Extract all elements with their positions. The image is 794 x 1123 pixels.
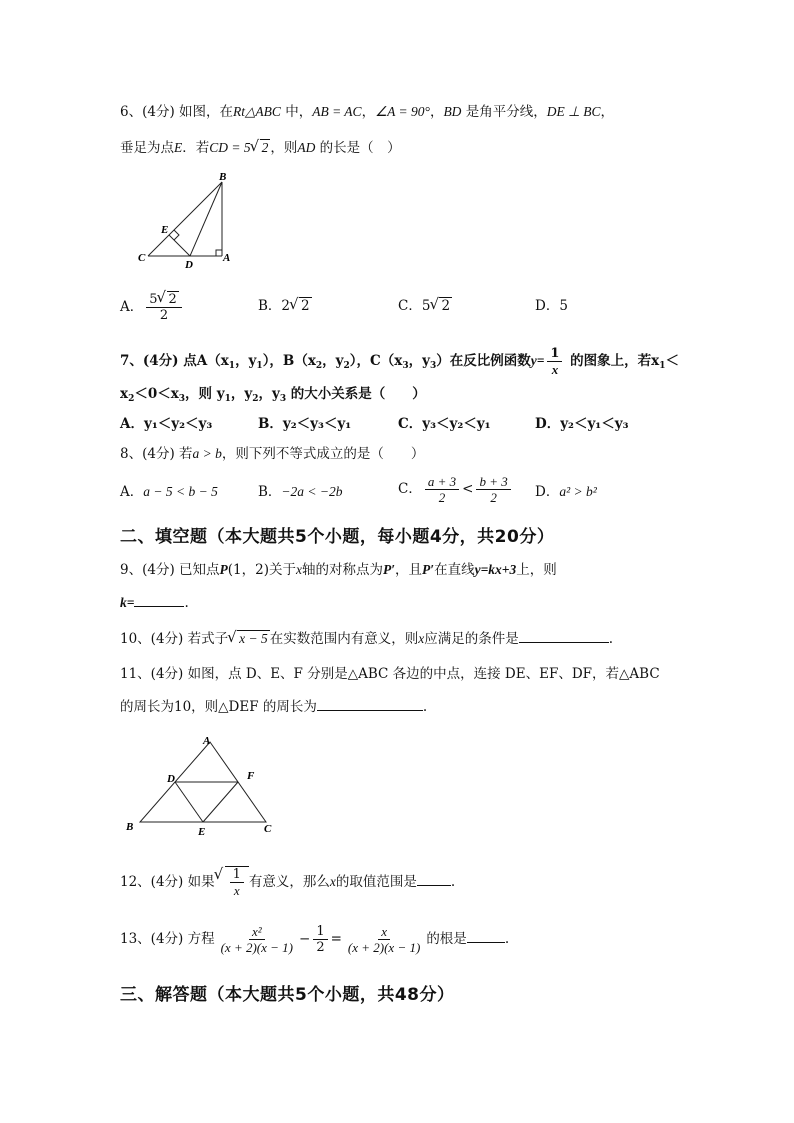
q6-label-d: D bbox=[185, 259, 193, 268]
q7-option-a[interactable]: A．y₁＜y₂＜y₃ bbox=[120, 416, 213, 432]
q11-label-d: D bbox=[167, 773, 175, 785]
q11-figure bbox=[118, 732, 288, 842]
q6-option-b[interactable]: B．2√ 2 bbox=[258, 296, 312, 316]
q11-label-c: C bbox=[264, 823, 272, 835]
q8-line: 8、(4分) 若a > b，则下列不等式成立的是（ ） bbox=[120, 446, 425, 462]
q7-option-c[interactable]: C．y₃＜y₂＜y₁ bbox=[398, 416, 491, 432]
q6-line1: 6、(4分) 如图，在Rt△ABC 中，AB = AC，∠A = 90°，BD 是角平分线，DE ⊥ BC， bbox=[120, 104, 614, 120]
q9-line2: k= . bbox=[120, 592, 189, 613]
q8-option-a[interactable]: A．a − 5 < b − 5 bbox=[120, 484, 218, 500]
section-2-title: 二、填空题（本大题共5个小题，每小题4分，共20分） bbox=[120, 527, 555, 547]
q7-line1: 7、(4分) 点$A(x_1$，$y_1$），$B(x_2$，$y_2$），$C(x_3$，$y_3$）在反比例函数y= $\frac{1}{x}$ 的图象上，若$x_1<$ bbox=[120, 346, 679, 377]
q11-line2: 的周长为10，则△DEF 的周长为 . bbox=[120, 696, 427, 717]
q11-label-b: B bbox=[126, 821, 134, 833]
q6-figure bbox=[130, 168, 240, 268]
q6-option-d[interactable]: D．5 bbox=[535, 298, 568, 314]
q13-line: 13、(4分) 方程 $\frac{\text{x²}}{(x + 2)(x - 1)}$ − $\frac{1}{2}$ = $\frac{x}{(x + 2)(x - 1)}$ 的根是 . bbox=[120, 924, 510, 955]
section-3-title: 三、解答题（本大题共5个小题，共48分） bbox=[120, 985, 455, 1005]
q12-line: 12、(4分) 如果 √ $\frac{1}{x}$ 有意义，那么x的取值范围是 . bbox=[120, 866, 455, 898]
q11-label-e: E bbox=[198, 826, 206, 838]
q6-label-c: C bbox=[138, 252, 146, 264]
q8-option-c[interactable]: C． $\frac{a + 3}{2}$ < $\frac{b + 3}{2}$ bbox=[398, 474, 514, 505]
q10-answer-blank[interactable] bbox=[519, 628, 609, 643]
q6-label-b: B bbox=[219, 171, 227, 183]
q12-answer-blank[interactable] bbox=[417, 871, 451, 886]
q9-answer-blank[interactable] bbox=[134, 592, 184, 607]
q6-option-c[interactable]: C．5√ 2 bbox=[398, 296, 452, 316]
q11-answer-blank[interactable] bbox=[317, 696, 423, 711]
q7-line2: $x_2<0<x_3$，则 $y_1$，$y_2$，$y_3$ 的大小关系是（ ） bbox=[120, 386, 426, 404]
q10-line: 10、(4分) 若式子√ x − 5 在实数范围内有意义，则x应满足的条件是 . bbox=[120, 628, 613, 649]
q7-option-d[interactable]: D．y₂＜y₁＜y₃ bbox=[535, 416, 629, 432]
q7-option-b[interactable]: B．y₂＜y₃＜y₁ bbox=[258, 416, 352, 432]
q11-label-a: A bbox=[203, 735, 211, 747]
q6-label-e: E bbox=[161, 224, 169, 236]
q13-answer-blank[interactable] bbox=[467, 928, 505, 943]
q11-label-f: F bbox=[247, 770, 255, 782]
q6-option-a[interactable]: A． $\frac{5√ 2}{2}$ bbox=[120, 292, 185, 323]
q8-option-b[interactable]: B．−2a < −2b bbox=[258, 484, 343, 500]
q11-line1: 11、(4分) 如图，点 D、E、F 分别是△ABC 各边的中点，连接 DE、EF、DF，若△ABC bbox=[120, 666, 660, 682]
q9-line1: 9、(4分) 已知点P(1，2)关于x轴的对称点为P′，且P′在直线y=kx+3上，则 bbox=[120, 562, 557, 578]
q6-label-a: A bbox=[223, 252, 231, 264]
q6-line2: 垂足为点E．若CD = 5√ 2 ，则AD 的长是（ ） bbox=[120, 138, 401, 158]
q8-option-d[interactable]: D．a² > b² bbox=[535, 484, 597, 500]
